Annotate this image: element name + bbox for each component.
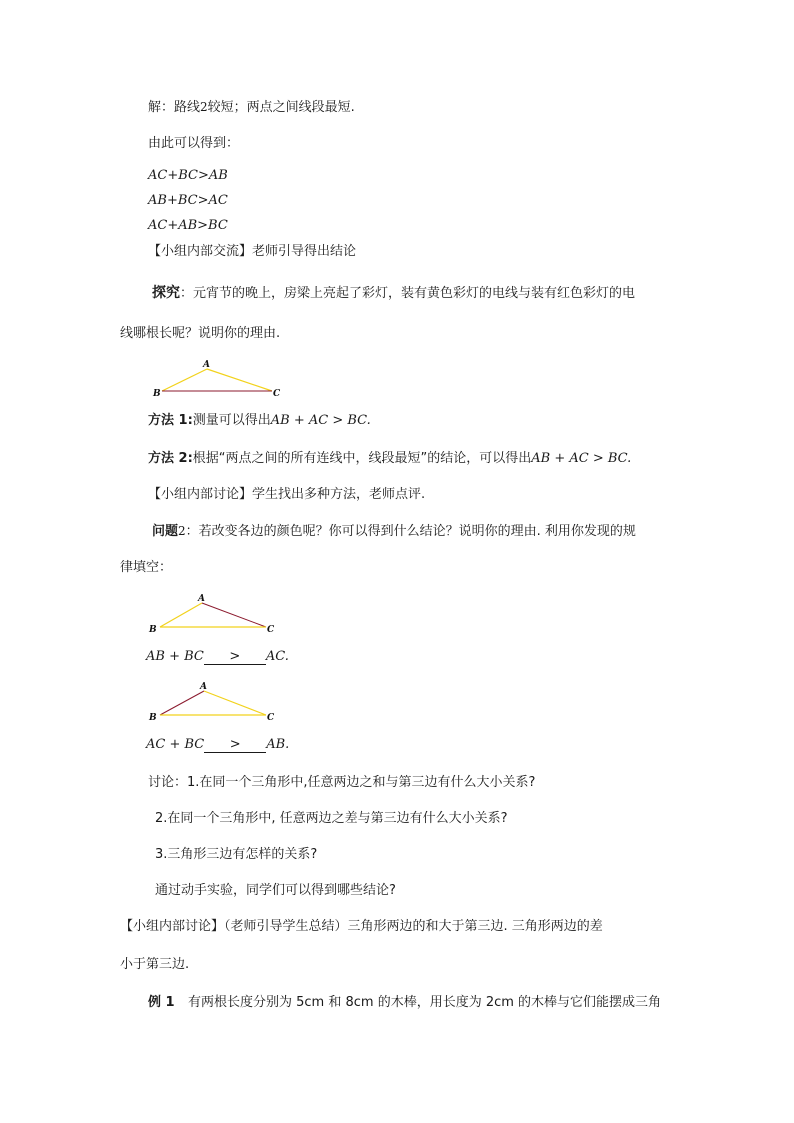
method-1-text: 测量可以得出 [192, 413, 271, 428]
discuss-q1-text: 1.在同一个三角形中,任意两边之和与第三边有什么大小关系? [187, 775, 536, 790]
method-2-text: 根据“两点之间的所有连线中，线段最短”的结论，可以得出 [192, 451, 532, 466]
explore-line-1 [152, 284, 635, 303]
solution-prefix: 解：路线 [148, 100, 201, 115]
summary-text-1: （老师引导学生总结）三角形两边的和大于第三边. 三角形两边的差 [224, 919, 603, 934]
group-exchange-line [148, 243, 356, 261]
question-2-label: 问题 [152, 524, 179, 539]
inequality-1: AC+BC>AB [148, 168, 228, 183]
discuss-prefix: 讨论： [148, 775, 188, 790]
vertex-b: B [149, 625, 157, 635]
summary-line-1 [120, 918, 603, 936]
example-1-text: 有两根长度分别为 5cm 和 8cm 的木棒，用长度为 2cm 的木棒与它们能摆成三角 [188, 995, 662, 1010]
method-2-label: 方法 2: [148, 451, 193, 466]
group-discuss-1-tag: 【小组内部讨论】 [148, 487, 253, 502]
discuss-q2: 2.在同一个三角形中, 任意两边之差与第三边有什么大小关系? [155, 811, 508, 826]
hands-on-line: 通过动手实验，同学们可以得到哪些结论? [155, 883, 396, 898]
triangle-figure-2 [148, 592, 288, 637]
side-ba [162, 369, 207, 391]
summary-line-2: 小于第三边. [120, 957, 190, 972]
example-1-label: 例 1 [148, 995, 175, 1010]
triangle-figure-1 [150, 358, 290, 398]
fill-in-1 [146, 648, 289, 666]
vertex-c: C [267, 625, 275, 635]
fill-1-answer: > [204, 650, 266, 665]
inequality-3: AC+AB>BC [148, 218, 228, 233]
question-2-line-1 [152, 522, 636, 541]
fill-2-left: AC + BC [146, 737, 205, 752]
question-2-text-1: ：若改变各边的颜色呢？你可以得到什么结论？说明你的理由. 利用你发现的规 [185, 524, 636, 539]
explore-line-2: 线哪根长呢？说明你的理由. [120, 326, 281, 341]
method-1-line [148, 412, 371, 430]
solution-suffix: 较短；两点之间线段最短. [207, 100, 355, 115]
side-ac [202, 603, 266, 627]
question-2-num: 2 [178, 524, 186, 538]
vertex-c: C [267, 713, 275, 723]
example-1-line [148, 994, 661, 1012]
fill-in-2 [146, 736, 289, 754]
fill-2-right: AB. [266, 737, 290, 752]
group-discuss-1-line [148, 486, 425, 504]
side-ac [204, 691, 266, 715]
discuss-q1 [148, 774, 535, 792]
question-2-line-2: 律填空： [120, 560, 173, 575]
group-discuss-1-text: 学生找出多种方法，老师点评. [252, 487, 426, 502]
group-exchange-text: 老师引导得出结论 [252, 244, 357, 259]
method-2-line [148, 450, 631, 468]
side-ba [160, 691, 204, 715]
method-2-expr: AB + AC > BC. [531, 451, 632, 466]
route-number: 2 [200, 100, 208, 114]
triangle-figure-3 [148, 680, 288, 725]
vertex-b: B [153, 389, 161, 399]
therefore-line: 由此可以得到： [148, 136, 240, 151]
vertex-c: C [273, 389, 281, 399]
explore-text-1: ：元宵节的晚上，房梁上亮起了彩灯，装有黄色彩灯的电线与装有红色彩灯的电 [180, 286, 636, 301]
method-1-expr: AB + AC > BC. [270, 413, 371, 428]
solution-line [148, 98, 355, 117]
vertex-a: A [200, 682, 207, 692]
vertex-a: A [203, 360, 210, 370]
vertex-b: B [149, 713, 157, 723]
fill-1-left: AB + BC [146, 649, 204, 664]
method-1-label: 方法 1: [148, 413, 193, 428]
fill-2-answer: > [204, 738, 266, 753]
fill-1-right: AC. [265, 649, 289, 664]
vertex-a: A [198, 594, 205, 604]
side-ba [160, 603, 202, 627]
side-ac [207, 369, 272, 391]
explore-label: 探究 [152, 285, 180, 301]
discuss-q3: 3.三角形三边有怎样的关系? [155, 847, 318, 862]
inequality-2: AB+BC>AC [148, 193, 228, 208]
summary-tag: 【小组内部讨论】 [120, 919, 225, 934]
group-exchange-tag: 【小组内部交流】 [148, 244, 253, 259]
